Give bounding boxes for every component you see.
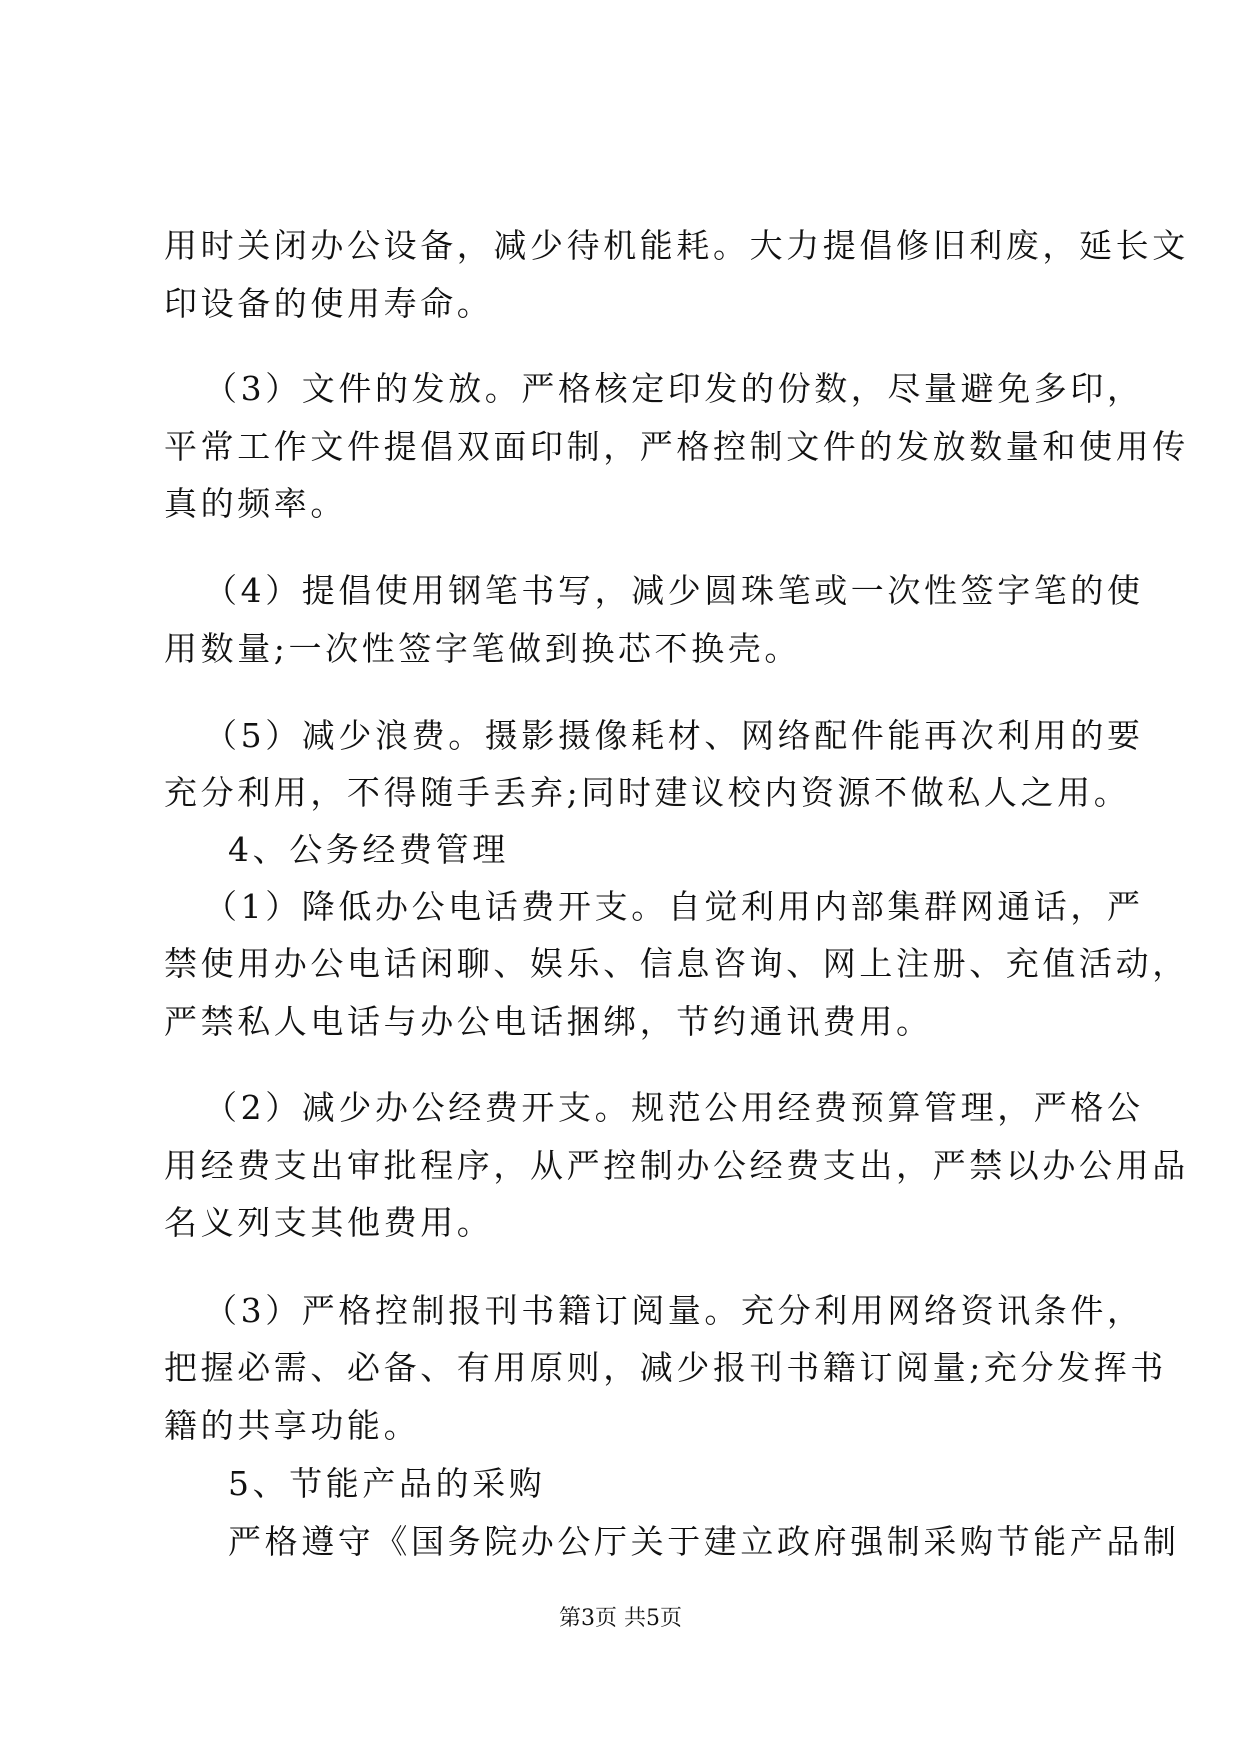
text-line: （3）文件的发放。严格核定印发的份数，尽量避免多印， (204, 369, 1144, 408)
text-line: （3）严格控制报刊书籍订阅量。充分利用网络资讯条件， (204, 1291, 1144, 1330)
text-line: 用时关闭办公设备，减少待机能耗。大力提倡修旧利废，延长文 (164, 226, 1189, 265)
text-line: （5）减少浪费。摄影摄像耗材、网络配件能再次利用的要 (204, 716, 1144, 755)
text-line: 用经费支出审批程序，从严控制办公经费支出，严禁以办公用品 (164, 1146, 1189, 1185)
text-line: 名义列支其他费用。 (164, 1203, 494, 1242)
text-line: 籍的共享功能。 (164, 1406, 421, 1445)
text-line: 平常工作文件提倡双面印制，严格控制文件的发放数量和使用传 (164, 427, 1189, 466)
text-line: 真的频率。 (164, 484, 347, 523)
section-heading: 4、公务经费管理 (228, 830, 509, 869)
text-line: 充分利用，不得随手丢弃;同时建议校内资源不做私人之用。 (164, 773, 1131, 812)
page-footer (0, 1604, 1241, 1634)
text-line: 印设备的使用寿命。 (164, 284, 494, 323)
text-line: （4）提倡使用钢笔书写，减少圆珠笔或一次性签字笔的使 (204, 571, 1144, 610)
section-heading: 5、节能产品的采购 (228, 1464, 546, 1503)
text-line: 严格遵守《国务院办公厅关于建立政府强制采购节能产品制 (228, 1522, 1180, 1561)
text-line: 把握必需、必备、有用原则，减少报刊书籍订阅量;充分发挥书 (164, 1348, 1167, 1387)
text-line: 严禁私人电话与办公电话捆绑，节约通讯费用。 (164, 1002, 933, 1041)
page-number-label: 第3页 共5页 (559, 1606, 682, 1631)
text-line: 用数量;一次性签字笔做到换芯不换壳。 (164, 629, 801, 668)
text-line: 禁使用办公电话闲聊、娱乐、信息咨询、网上注册、充值活动， (164, 944, 1189, 983)
text-line: （1）降低办公电话费开支。自觉利用内部集群网通话，严 (204, 887, 1144, 926)
text-line: （2）减少办公经费开支。规范公用经费预算管理，严格公 (204, 1088, 1144, 1127)
